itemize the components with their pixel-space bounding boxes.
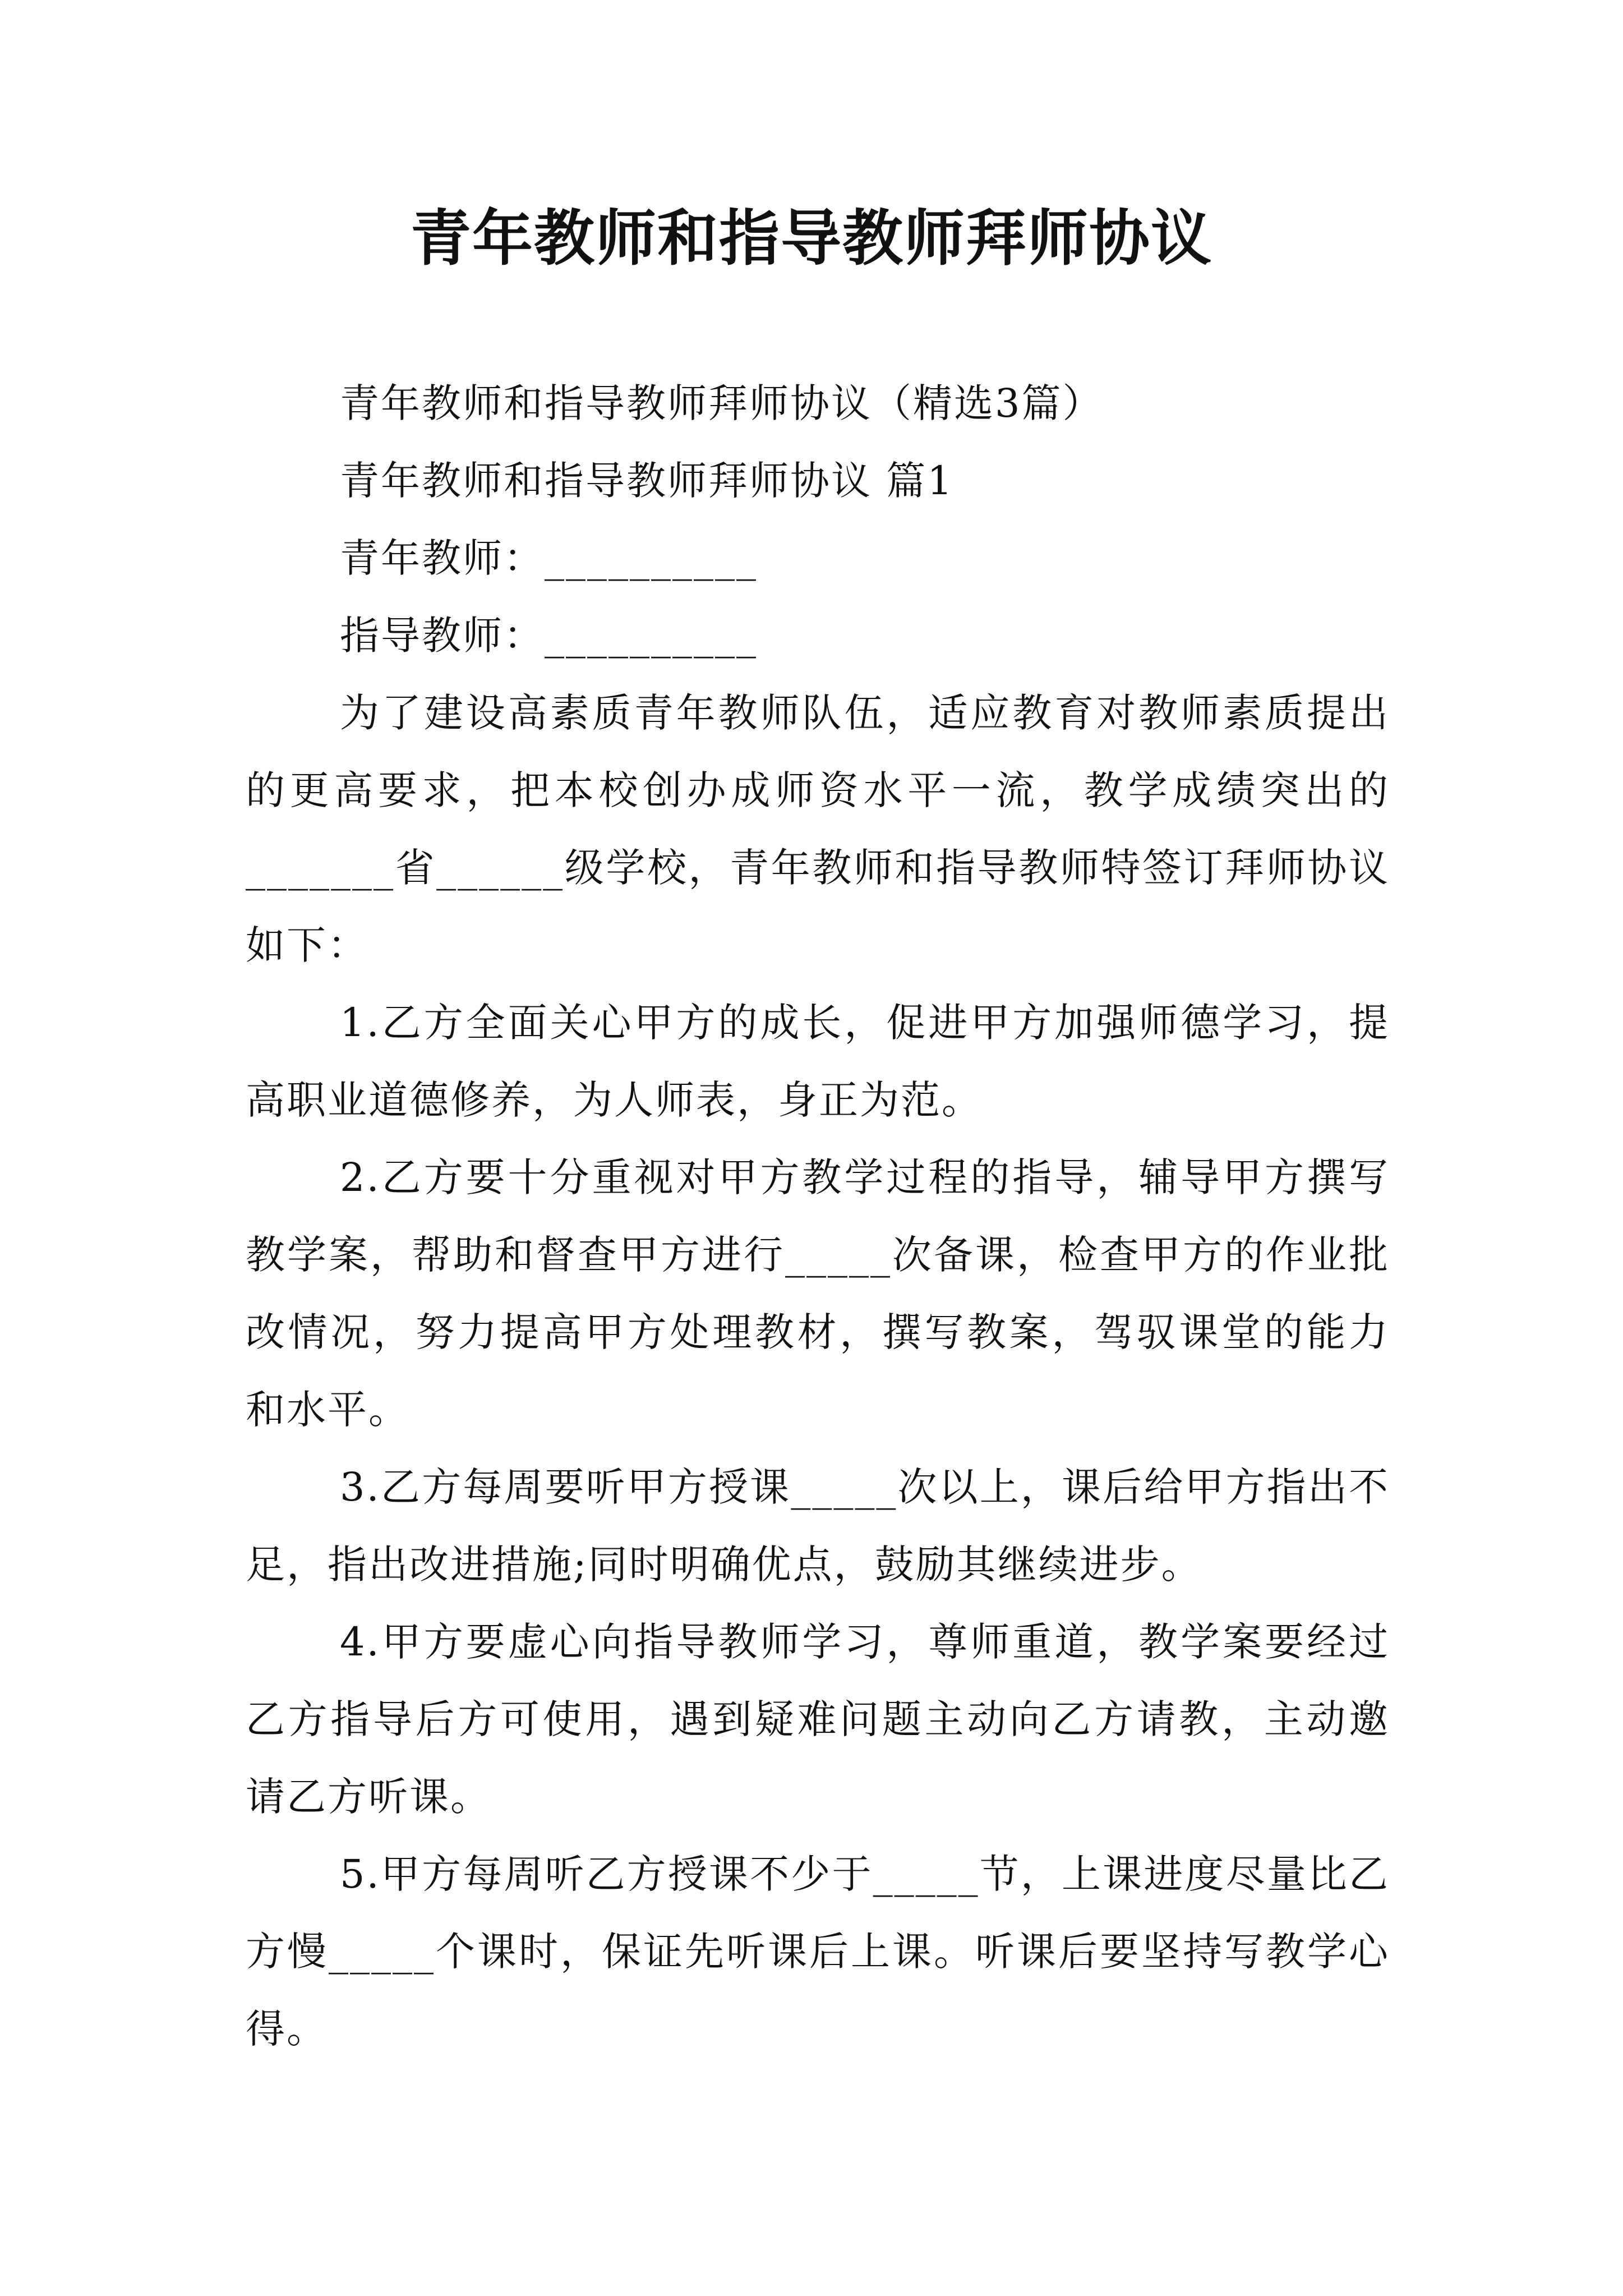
clause-2: 2.乙方要十分重视对甲方教学过程的指导，辅导甲方撰写教学案，帮助和督查甲方进行_____次备课，检查甲方的作业批改情况，努力提高甲方处理教材，撰写教案，驾驭课堂的能力和水平。 <box>246 1154 1390 1433</box>
subtitle-paragraph: 青年教师和指导教师拜师协议（精选3篇） <box>340 380 1104 426</box>
clause-5: 5.甲方每周听乙方授课不少于_____节，上课进度尽量比乙方慢_____个课时，保证先听课后上课。听课后要坚持写教学心得。 <box>246 1851 1390 2052</box>
clause-3: 3.乙方每周要听甲方授课_____次以上，课后给甲方指出不足，指出改进措施;同时明确优点，鼓励其继续进步。 <box>246 1464 1390 1588</box>
intro-paragraph: 为了建设高素质青年教师队伍，适应教育对教师素质提出的更高要求，把本校创办成师资水平一流，教学成绩突出的_______省______级学校，青年教师和指导教师特签订拜师协议如下： <box>246 690 1390 968</box>
mentor-teacher-field: 指导教师：__________ <box>340 613 758 659</box>
young-teacher-field: 青年教师：__________ <box>340 535 758 581</box>
clause-1: 1.乙方全面关心甲方的成长，促进甲方加强师德学习，提高职业道德修养，为人师表，身正为范。 <box>246 1000 1390 1123</box>
section-heading: 青年教师和指导教师拜师协议 篇1 <box>340 458 954 504</box>
document-title: 青年教师和指导教师拜师协议 <box>410 203 1212 274</box>
document-body <box>246 365 1390 2068</box>
clause-4: 4.甲方要虚心向指导教师学习，尊师重道，教学案要经过乙方指导后方可使用，遇到疑难问题主动向乙方请教，主动邀请乙方听课。 <box>246 1619 1390 1820</box>
